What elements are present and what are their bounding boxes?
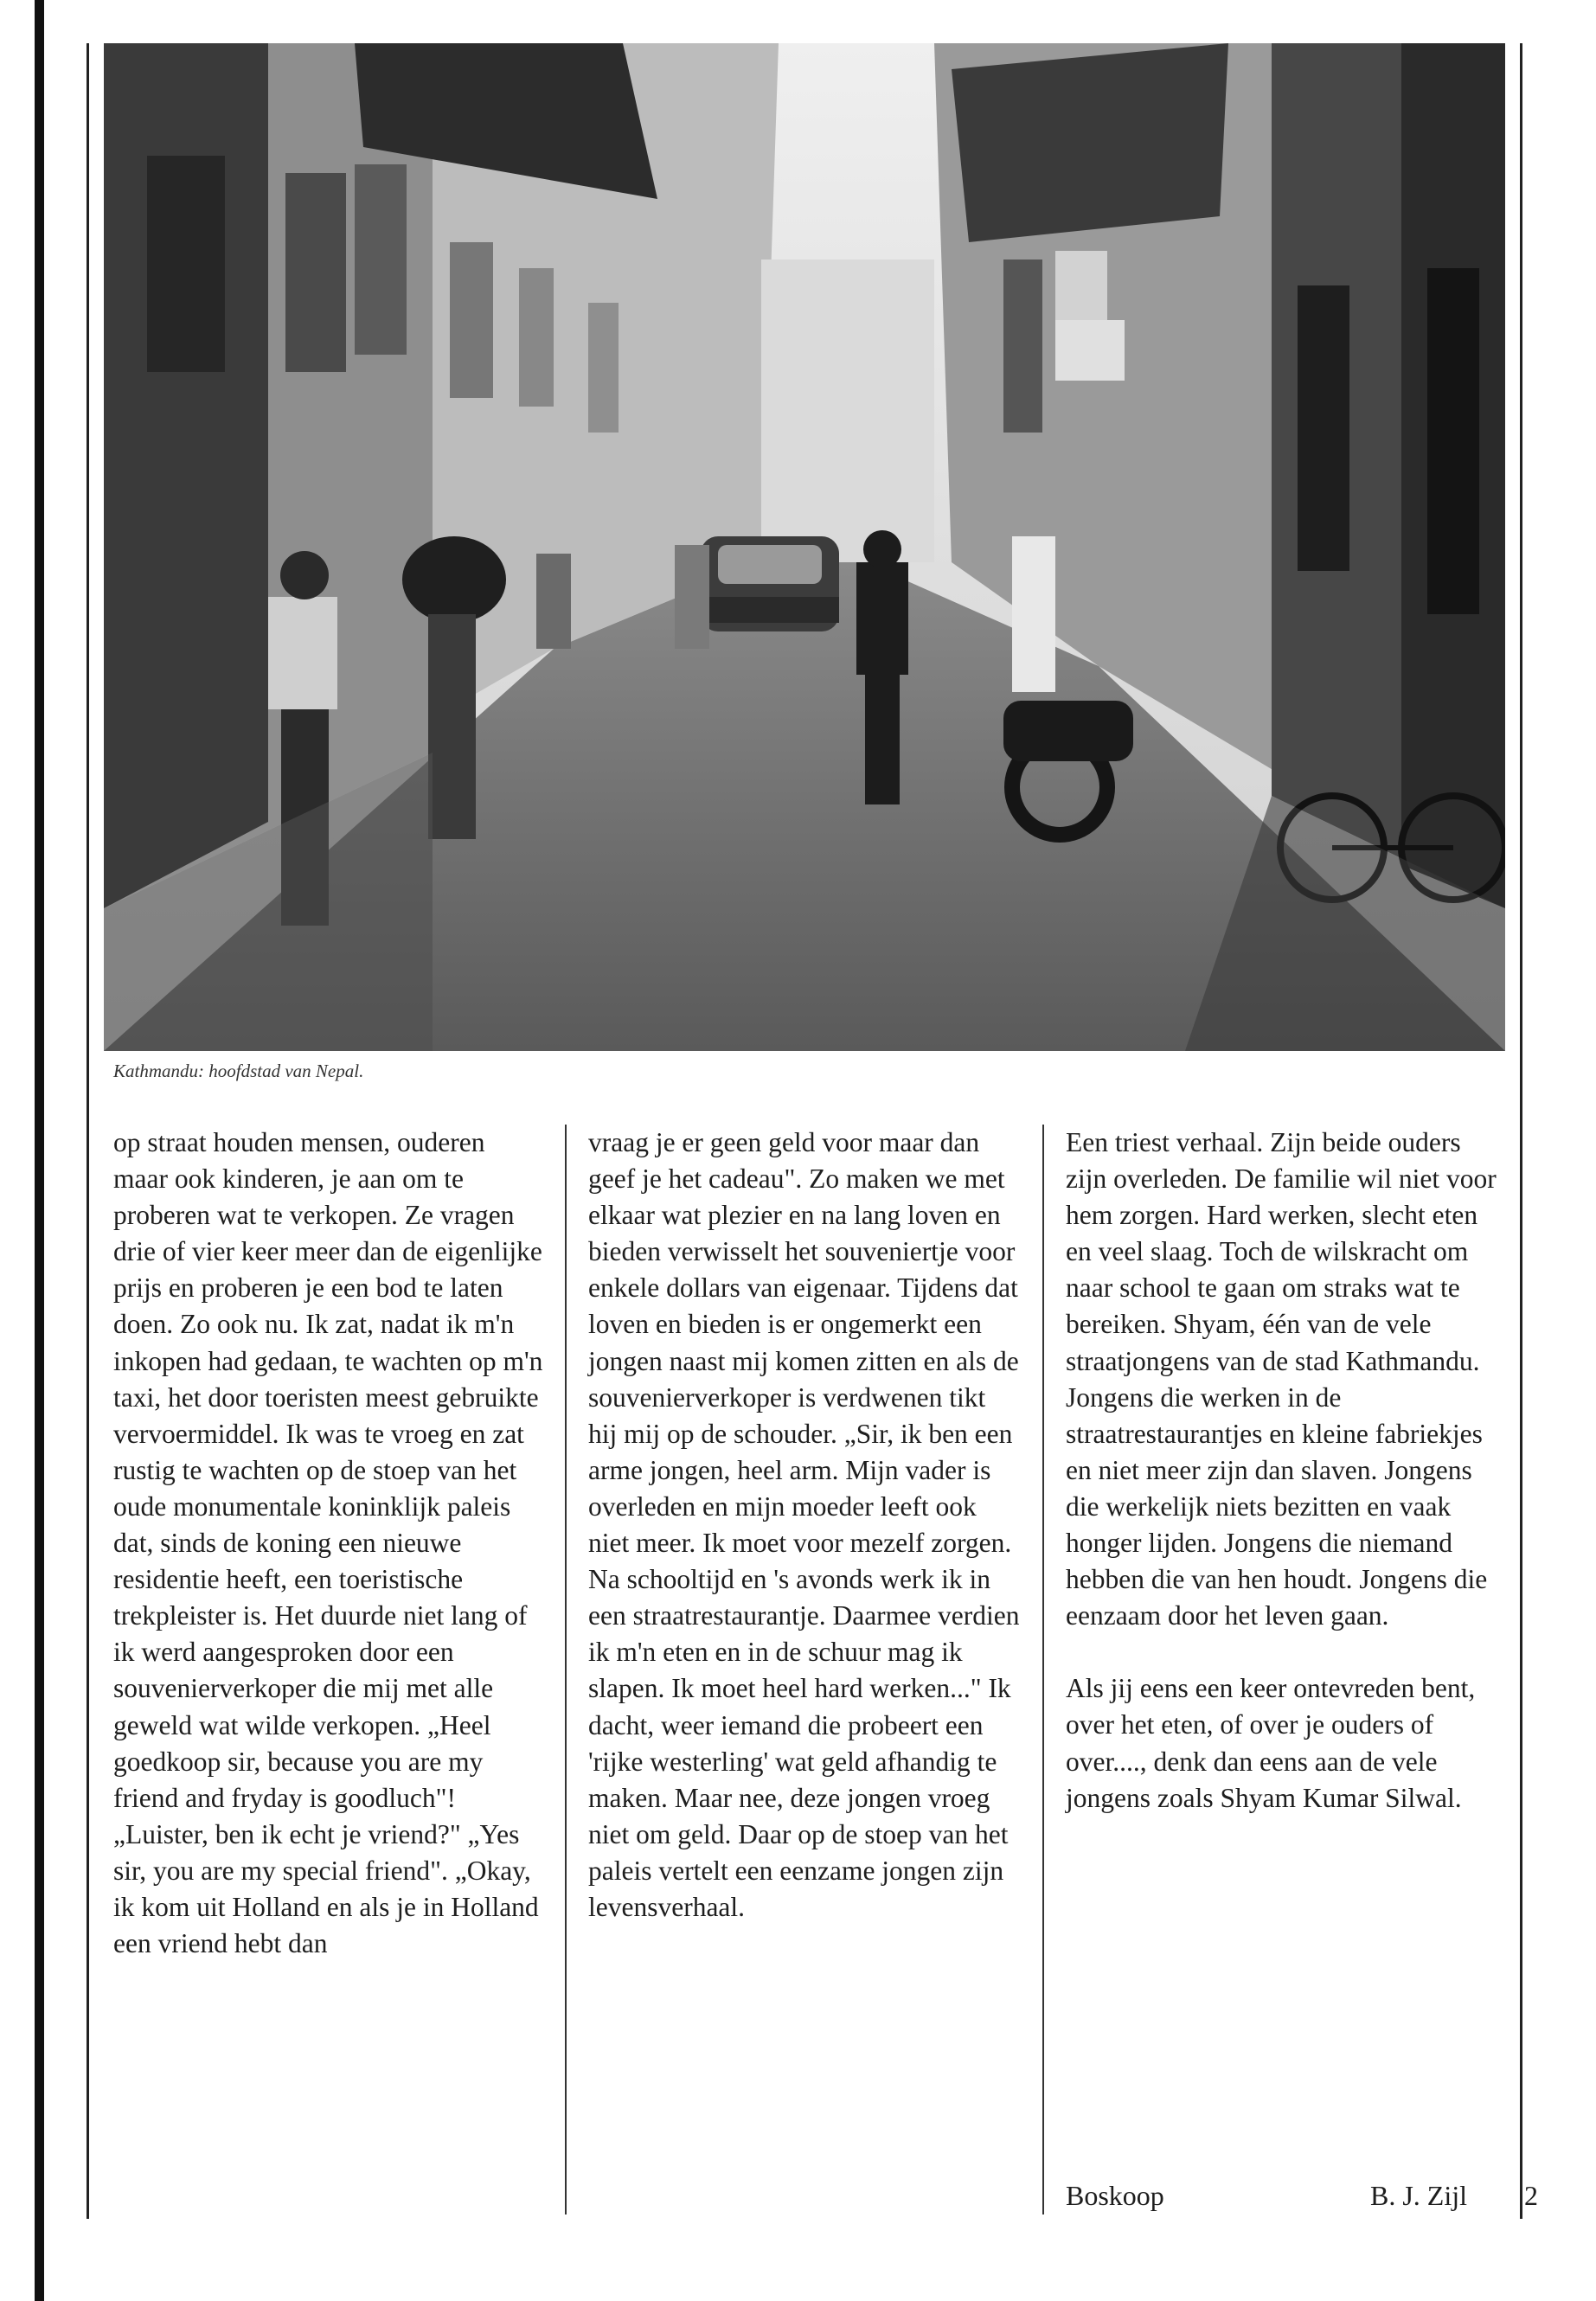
article-column-3 [1066,1125,1498,1817]
photo-caption: Kathmandu: hoofdstad van Nepal. [113,1061,364,1081]
article-paragraph: op straat houden mensen, ouderen maar ook kinderen, je aan om te proberen wat te verkopen. Ze vragen drie of vier keer meer dan de eigenlijke prijs en proberen je een bod te laten doen. Zo ook nu. Ik zat, nadat ik m'n inkopen had gedaan, te wachten op m'n taxi, het door toeristen meest gebruikte vervoermiddel. Ik was te vroeg en zat rustig te wachten op de stoep van het oude monumentale koninklijk paleis dat, sinds de koning een nieuwe residentie heeft, een toeristische trekpleister is. Het duurde niet lang of ik werd aangesproken door een souvenierverkoper die mij met alle geweld wat wilde verkopen. „Heel goedkoop sir, because you are my friend and fryday is goodluch"! „Luister, ben ik echt je vriend?" „Yes sir, you are my special friend". „Okay, ik kom uit Holland en als je in Holland een vriend hebt dan [113,1127,543,1959]
article-paragraph: Een triest verhaal. Zijn beide ouders zijn overleden. De familie wil niet voor hem zorgen. Hard werken, slecht eten en veel slaag. Toch de wilskracht om naar school te gaan om straks wat te bereiken. Shyam, één van de vele straatjongens van de stad Kathmandu. Jongens die werken in de straatrestaurantjes en kleine fabriekjes en niet meer zijn dan slaven. Jongens die werkelijk niets bezitten en vaak honger lijden. Jongens die niemand hebben die van hen houdt. Jongens die eenzaam door het leven gaan. [1066,1127,1497,1631]
street-photo [104,43,1505,1051]
street-photo-icon [104,43,1505,1051]
closing-paragraph: Als jij eens een keer ontevreden bent, over het eten, of over je ouders of over...., denk dan eens aan de vele jongens zoals Shyam Kumar Silwal. [1066,1673,1476,1813]
author-name: B. J. Zijl [1370,2180,1468,2211]
paragraph-gap [1066,1634,1498,1670]
article-paragraph: vraag je er geen geld voor maar dan geef je het cadeau". Zo maken we met elkaar wat plezier en na lang loven en bieden verwisselt het souveniertje voor enkele dollars van eigenaar. Tijdens dat loven en bieden is er ongemerkt een jongen naast mij komen zitten en als de souvenierverkoper is verdwenen tikt hij mij op de schouder. „Sir, ik ben een arme jongen, heel arm. Mijn vader is overleden en mijn moeder leeft ook niet meer. Ik moet voor mezelf zorgen. Na schooltijd en 's avonds werk ik in een straatrestaurantje. Daarmee verdien ik m'n eten en in de schuur mag ik slapen. Ik moet heel hard werken..." Ik dacht, weer iemand die probeert een 'rijke westerling' wat geld afhandig te maken. Maar nee, deze jongen vroeg niet om geld. Daar op de stoep van het paleis vertelt een eenzame jongen zijn levensverhaal. [588,1127,1020,1922]
author-place: Boskoop [1066,2180,1164,2211]
article-column-1 [113,1125,546,1962]
column-rule [565,1125,567,2214]
frame-line-right [1520,43,1522,2219]
page-edge-bar [35,0,44,2301]
page-number: 2 [1524,2180,1538,2211]
frame-line-left [87,43,89,2219]
article-column-2 [588,1125,1021,1926]
column-rule [1042,1125,1044,2214]
